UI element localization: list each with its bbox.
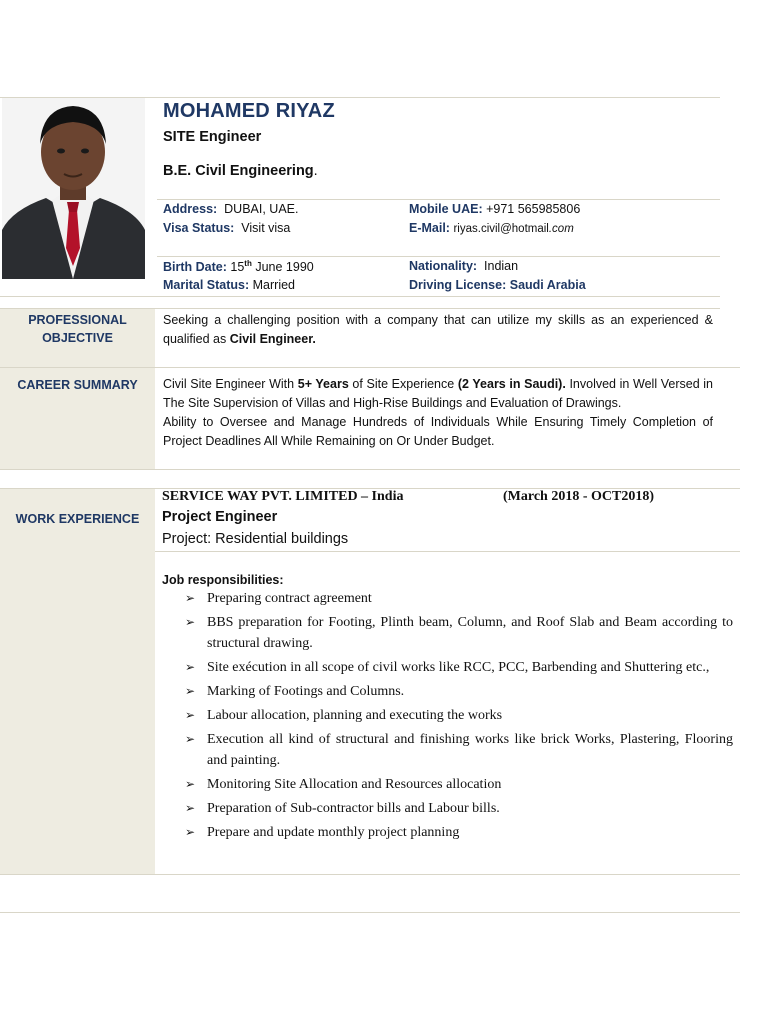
- responsibility-item: [185, 657, 733, 678]
- responsibility-text: Site exécution in all scope of civil works like RCC, PCC, Barbending and Shuttering etc.,: [207, 660, 710, 675]
- arrow-bullet-icon: ➢: [185, 615, 196, 629]
- arrow-bullet-icon: ➢: [185, 591, 196, 605]
- candidate-role: SITE Engineer: [163, 129, 262, 145]
- responsibility-text: Labour allocation, planning and executing the works: [207, 708, 503, 723]
- career-summary-para-1: Civil Site Engineer With 5+ Years of Site Experience (2 Years in Saudi). Involved in Well Versed in The Site Supervision of Villas and High-Rise Buildings and Evaluation of Drawings.: [163, 377, 714, 410]
- email-label: E-Mail:: [409, 221, 450, 235]
- nationality-value: Indian: [484, 259, 519, 273]
- responsibility-text: Monitoring Site Allocation and Resources allocation: [207, 777, 502, 792]
- work-section-label: WORK EXPERIENCE: [15, 512, 140, 526]
- responsibility-text: Execution all kind of structural and finishing works like brick Works, Plastering, Flooring and painting.: [207, 732, 733, 768]
- job-title: Project Engineer: [162, 509, 278, 525]
- address-label: Address:: [163, 202, 218, 216]
- career-summary-text: [163, 375, 713, 451]
- career-section-label: CAREER SUMMARY: [17, 378, 138, 392]
- arrow-bullet-icon: ➢: [185, 684, 196, 698]
- arrow-bullet-icon: ➢: [185, 825, 196, 839]
- birth-value: 15th June 1990: [230, 259, 314, 275]
- arrow-bullet-icon: ➢: [185, 732, 196, 746]
- responsibility-item: [185, 705, 733, 726]
- birth-label: Birth Date:: [163, 260, 227, 275]
- license-label: Driving License:: [409, 278, 507, 292]
- job-company: SERVICE WAY PVT. LIMITED – India: [162, 489, 404, 504]
- visa-line: [163, 221, 290, 235]
- mobile-label: Mobile UAE:: [409, 202, 483, 216]
- mobile-line: [409, 202, 580, 216]
- marital-value: Married: [252, 278, 295, 292]
- divider-page-bottom: [0, 912, 740, 913]
- marital-line: [163, 278, 295, 292]
- responsibility-item: [185, 588, 733, 609]
- divider-career-bottom: [0, 469, 740, 470]
- job-project: Project: Residential buildings: [162, 531, 349, 547]
- work-side-panel: [0, 489, 155, 874]
- marital-label: Marital Status:: [163, 278, 250, 292]
- responsibility-text: Prepare and update monthly project planning: [207, 825, 460, 840]
- divider-contact-1: [157, 199, 720, 200]
- arrow-bullet-icon: ➢: [185, 660, 196, 674]
- candidate-degree: B.E. Civil Engineering.: [163, 163, 318, 179]
- profile-photo: [2, 98, 145, 279]
- responsibility-text: BBS preparation for Footing, Plinth beam, Column, and Roof Slab and Beam according to structural drawing.: [207, 615, 733, 651]
- visa-value: Visit visa: [241, 221, 291, 235]
- arrow-bullet-icon: ➢: [185, 777, 196, 791]
- responsibility-item: [185, 798, 733, 819]
- license-line: [409, 278, 586, 292]
- responsibility-item: [185, 681, 733, 702]
- mobile-value: +971 565985806: [486, 202, 581, 216]
- license-value: Saudi Arabia: [509, 278, 586, 292]
- divider-header-bottom: [0, 296, 720, 297]
- divider-work-bottom: [0, 874, 740, 875]
- visa-label: Visa Status:: [163, 221, 235, 235]
- responsibilities-heading: Job responsibilities:: [162, 573, 284, 587]
- objective-text: Seeking a challenging position with a company that can utilize my skills as an experienced & qualified as Civil Engineer.: [163, 313, 713, 346]
- address-value: DUBAI, UAE.: [224, 202, 299, 216]
- email-line: [409, 221, 574, 235]
- responsibility-text: Preparation of Sub-contractor bills and Labour bills.: [207, 801, 500, 816]
- responsibility-item: [185, 612, 733, 654]
- responsibility-text: Preparing contract agreement: [207, 591, 372, 606]
- arrow-bullet-icon: ➢: [185, 708, 196, 722]
- responsibility-item: [185, 729, 733, 771]
- career-summary-para-2: Ability to Oversee and Manage Hundreds of Individuals While Ensuring Timely Completion of Project Deadlines All While Remaining on Or Under Budget.: [163, 415, 713, 448]
- responsibility-text: Marking of Footings and Columns.: [207, 684, 405, 699]
- arrow-bullet-icon: ➢: [185, 801, 196, 815]
- objective-section-label: PROFESSIONAL OBJECTIVE: [28, 313, 127, 345]
- nationality-label: Nationality:: [409, 259, 478, 273]
- birth-line: [163, 259, 314, 274]
- responsibilities-list: [185, 588, 733, 846]
- nationality-line: [409, 259, 518, 273]
- email-value[interactable]: riyas.civil@hotmail.com: [453, 223, 574, 235]
- responsibility-item: [185, 822, 733, 843]
- address-line: [163, 202, 298, 216]
- divider-contact-2: [157, 256, 720, 257]
- candidate-name: MOHAMED RIYAZ: [163, 100, 335, 122]
- responsibility-item: [185, 774, 733, 795]
- job-dates: (March 2018 - OCT2018): [503, 489, 654, 504]
